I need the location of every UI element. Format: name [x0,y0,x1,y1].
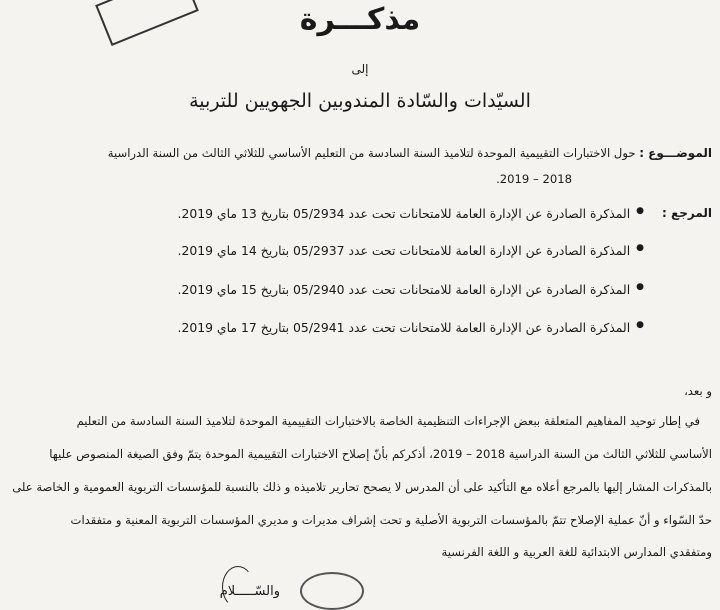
subject [6,146,712,162]
reference-text: المذكرة الصادرة عن الإدارة العامة للامتحانات تحت عدد 05/2940 بتاريخ 15 ماي 2019. [177,282,631,297]
subject-year: 2018 – 2019. [496,172,572,186]
bullet-icon: ● [636,282,644,292]
recipient-prefix: إلى [351,62,369,76]
reference-item [40,243,644,258]
reference-item [40,282,644,297]
reference-label [662,206,712,222]
body-line: ومتفقدي المدارس الابتدائية للغة العربية و اللغة الفرنسية [441,545,712,559]
reference-text: المذكرة الصادرة عن الإدارة العامة للامتحانات تحت عدد 05/2937 بتاريخ 14 ماي 2019. [177,243,631,258]
bullet-icon: ● [636,243,644,253]
reference-item [40,320,644,335]
reference-item [40,206,644,221]
reference-label-text: المرجع : [662,206,712,220]
bullet-icon: ● [636,320,644,330]
seal-mark [300,572,364,610]
bullet-icon: ● [636,206,644,216]
reference-text: المذكرة الصادرة عن الإدارة العامة للامتحانات تحت عدد 05/2941 بتاريخ 17 ماي 2019. [177,320,631,335]
body-line: حدّ السّواء و أنّ عملية الإصلاح تتمّ بالمؤسسات التربوية الأصلية و تحت إشراف مديرات و مديري المؤسسات التربوية المعنية و متفقدات [70,513,712,527]
greeting: و بعد، [684,384,712,398]
addressee: السيّدات والسّادة المندوبين الجهويين للتربية [189,90,531,112]
document-title: مذكـــرة [299,2,421,37]
body-line: بالمذكرات المشار إليها بالمرجع أعلاه مع التأكيد على أن المدرس لا يصحح تحارير تلاميذه و ذلك بالنسبة للمؤسسات التربوية العمومية و الخاصة على [12,480,712,494]
subject-text: حول الاختبارات التقييمية الموحدة لتلاميذ السنة السادسة من التعليم الأساسي للثلاثي الثالث من السنة الدراسية [107,146,636,160]
body-line: في إطار توحيد المفاهيم المتعلقة ببعض الإجراءات التنظيمية الخاصة بالاختبارات التقييمية الموحدة لتلاميذ السنة السادسة من التعليم [76,414,700,428]
closing: والسّـــــلام [219,584,280,599]
reference-text: المذكرة الصادرة عن الإدارة العامة للامتحانات تحت عدد 05/2934 بتاريخ 13 ماي 2019. [177,206,631,221]
body-line: الأساسي للثلاثي الثالث من السنة الدراسية 2018 – 2019، أذكركم بأنّ إصلاح الاختبارات التقييمية الموحدة يتمّ وفق الصيغة المنصوص عليها [49,447,712,461]
subject-label: الموضـــوع : [639,146,712,160]
